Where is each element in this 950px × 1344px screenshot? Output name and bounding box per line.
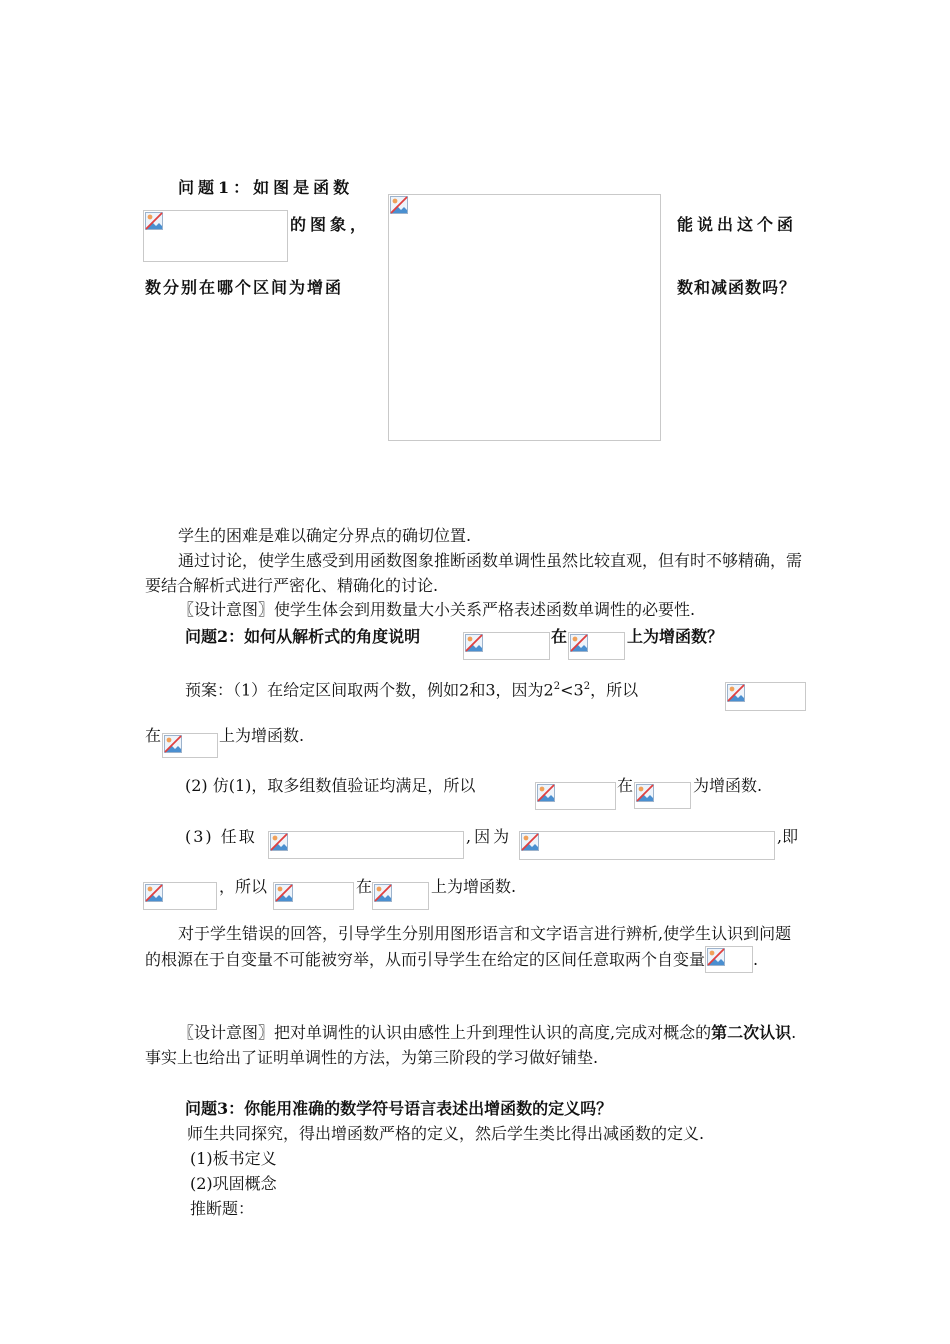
broken-image-icon <box>707 948 725 966</box>
broken-image-icon <box>145 884 163 902</box>
step-consolidate: (2)巩固概念 <box>190 1174 277 1193</box>
broken-image-icon <box>270 833 288 851</box>
plan1-text <box>185 677 638 700</box>
broken-image-icon <box>537 784 555 802</box>
q1-line1: 问题1：如图是函数 <box>178 178 354 197</box>
broken-image-icon <box>164 735 182 753</box>
plan2-in: 在 <box>617 776 634 795</box>
step-board-definition: (1)板书定义 <box>190 1149 277 1168</box>
paragraph-difficulty: 学生的困难是难以确定分界点的确切位置. <box>178 526 472 545</box>
paragraph-design-intent-1: 〖设计意图〗使学生体会到用数量大小关系严格表述函数单调性的必要性. <box>178 600 696 619</box>
interval-image <box>568 632 625 660</box>
function-formula-image <box>463 632 550 660</box>
q1-line3: 数分别在哪个区间为增函 <box>145 278 344 297</box>
plan2-text: (2) 仿(1)，取多组数值验证均满足，所以 <box>185 776 476 795</box>
broken-image-icon <box>636 784 654 802</box>
inequality-image <box>725 682 806 711</box>
paragraph-student-errors <box>145 921 807 973</box>
paragraph-student-errors-end: . <box>753 950 759 969</box>
plan3-take: (3) 任取 <box>185 827 257 846</box>
function-formula-image <box>535 782 616 810</box>
plan1-c: ，所以 <box>590 680 639 700</box>
paragraph-definition: 师生共同探究，得出增函数严格的定义，然后学生类比得出减函数的定义. <box>187 1124 705 1143</box>
plan3b-end: 上为增函数. <box>431 877 517 896</box>
paragraph-design-intent-2-a: 〖设计意图〗把对单调性的认识由感性上升到理性认识的高度,完成对概念的 <box>178 1023 712 1042</box>
q1-line2-right: 能说出这个函 <box>677 215 798 234</box>
q3-text: 问题3：你能用准确的数学符号语言表述出增函数的定义吗？ <box>185 1099 613 1118</box>
q2-in: 在 <box>551 627 568 646</box>
plan1-b: <3 <box>560 680 584 700</box>
q2-end: 上为增函数？ <box>627 627 724 646</box>
q2-text: 问题2：如何从解析式的角度说明 <box>185 627 421 646</box>
plan3-that-is: ,即 <box>777 827 799 846</box>
broken-image-icon <box>390 196 408 214</box>
broken-image-icon <box>570 634 588 652</box>
plan3-because: ,因为 <box>466 827 513 846</box>
plan1b-end: 上为增函数. <box>219 726 305 745</box>
plan3b-so: ，所以 <box>219 877 268 896</box>
inequality-image <box>519 831 775 860</box>
broken-image-icon <box>145 212 163 230</box>
paragraph-design-intent-2-bold: 第二次认识 <box>711 1023 792 1042</box>
broken-image-icon <box>727 684 745 702</box>
plan3b-in: 在 <box>356 877 373 896</box>
step-judgment: 推断题： <box>190 1199 255 1218</box>
variables-image <box>268 831 464 859</box>
plan1b-in: 在 <box>145 726 162 745</box>
inequality-image <box>143 882 217 910</box>
q1-line3-right: 数和减函数吗？ <box>677 278 797 297</box>
function-formula-image <box>273 882 354 910</box>
paragraph-discussion: 通过讨论，使学生感受到用函数图象推断函数单调性虽然比较直观，但有时不够精确，需要结合解析式进行严密化、精确化的讨论. <box>145 551 803 595</box>
broken-image-icon <box>374 884 392 902</box>
broken-image-icon <box>275 884 293 902</box>
paragraph-design-intent-2-c: . 事实上也给出了证明单调性的方法，为第三阶段的学习做好铺垫. <box>145 1023 797 1067</box>
function-graph-image <box>388 194 661 441</box>
broken-image-icon <box>521 833 539 851</box>
interval-image <box>162 733 218 758</box>
q1-line2: 的图象， <box>290 215 371 234</box>
paragraph-student-errors-text: 对于学生错误的回答，引导学生分别用图形语言和文字语言进行辨析,使学生认识到问题的根源在于自变量不可能被穷举，从而引导学生在给定的区间任意取两个自变量 <box>145 924 792 969</box>
paragraph-design-intent-2 <box>145 1020 807 1070</box>
plan2-end: 为增函数. <box>693 776 763 795</box>
interval-image <box>634 782 691 809</box>
interval-image <box>372 882 429 910</box>
plan1-sup1: 2 <box>553 681 561 692</box>
variables-image <box>705 946 753 973</box>
function-formula-image <box>143 210 288 262</box>
plan1-a: 预案：（1）在给定区间取两个数，例如2和3，因为2 <box>185 680 554 700</box>
broken-image-icon <box>465 634 483 652</box>
plan1-sup2: 2 <box>583 681 591 692</box>
